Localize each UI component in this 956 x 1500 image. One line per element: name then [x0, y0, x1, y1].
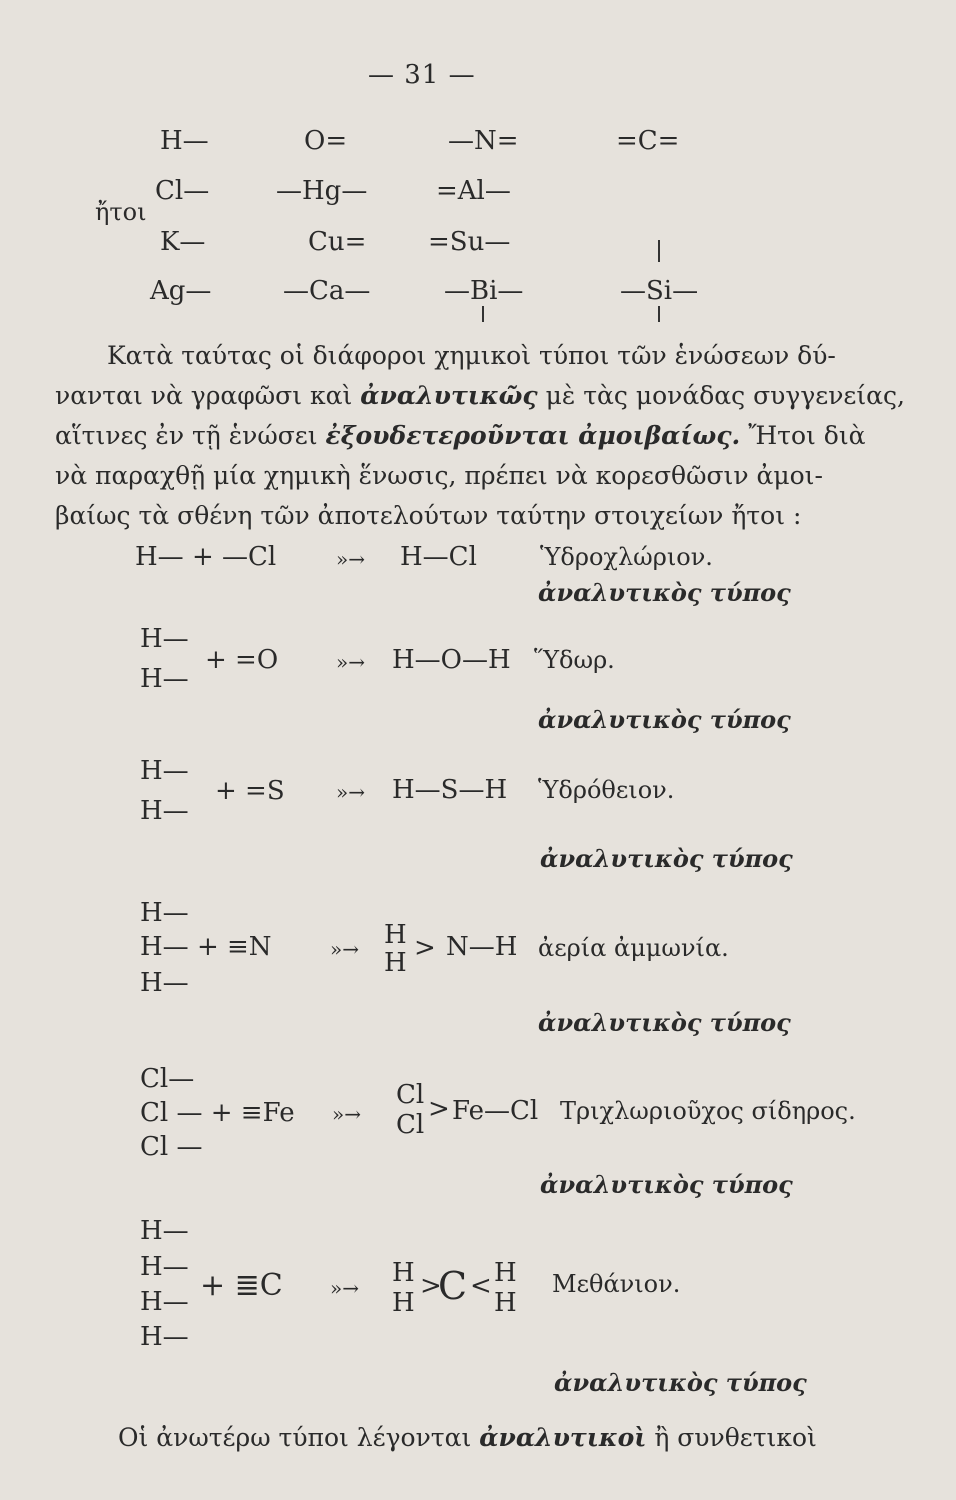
valence-n: —N= [448, 126, 519, 156]
valence-o: O= [304, 126, 348, 156]
paragraph [55, 336, 905, 536]
product-h-right-top: H [494, 1258, 517, 1288]
product-h-top: H [384, 920, 407, 950]
valence-bi: —Bi— [444, 276, 524, 306]
reactant-cl-plus-fe: Cl — + ≡Fe [140, 1098, 295, 1128]
reactant-h2: H— [140, 1252, 189, 1282]
paragraph-line-4: νὰ παραχθῇ μία χημικὴ ἕνωσις, πρέπει νὰ κορεσθῶσιν ἀμοι- [55, 461, 823, 490]
paragraph-line-2: νανται νὰ γραφῶσι καὶ ἀναλυτικῶς μὲ τὰς μονάδας συγγενείας, [55, 381, 905, 410]
emphasis-analytikos: ἀναλυτικῶς [360, 381, 538, 410]
analytic-label: ἀναλυτικὸς τύπος [538, 705, 791, 734]
reactant-cl3: Cl — [140, 1132, 203, 1162]
emphasis-exoudeterountai: ἐξουδετεροῦνται ἀμοιβαίως. [325, 421, 741, 450]
reactant-h3: H— [140, 968, 189, 998]
product: C [438, 1264, 468, 1308]
analytic-label: ἀναλυτικὸς τύπος [538, 1008, 791, 1037]
valence-al: =Al— [436, 176, 511, 206]
product-bracket: > [428, 1094, 450, 1124]
reactant-plus-c: + ≣C [200, 1268, 283, 1303]
arrow: »→ [330, 1276, 359, 1300]
reactant-h1: H— [140, 1216, 189, 1246]
arrow: »→ [330, 937, 359, 961]
product-h-bottom: H [384, 948, 407, 978]
arrow: »→ [336, 547, 365, 571]
product: N—H [446, 932, 518, 962]
product-h-left-top: H [392, 1258, 415, 1288]
page-number: — 31 — [368, 60, 476, 90]
valence-hg: —Hg— [276, 176, 368, 206]
paragraph-line-3: αἵτινες ἐν τῇ ἑνώσει ἐξουδετεροῦνται ἀμοιβαίως. Ἤτοι διὰ [55, 421, 866, 450]
emphasis-analytikoi: ἀναλυτικοὶ [479, 1423, 647, 1452]
arrow: »→ [332, 1102, 361, 1126]
reactant-h3: H— [140, 1287, 189, 1317]
product-lt: < [470, 1271, 492, 1301]
valence-h: H— [160, 126, 209, 156]
arrow: »→ [336, 780, 365, 804]
product-bracket: > [414, 933, 436, 963]
reactant-plus-o: + =O [205, 645, 279, 675]
reactant-h2: H— [140, 796, 189, 826]
reactant-h-plus-n: H— + ≡N [140, 932, 272, 962]
compound-name: Ὕδωρ. [534, 646, 615, 674]
product-h-right-bottom: H [494, 1288, 517, 1318]
analytic-label: ἀναλυτικὸς τύπος [538, 578, 791, 607]
valence-ag: Ag— [150, 276, 212, 306]
reactant-h1: H— [140, 898, 189, 928]
product: H—Cl [400, 542, 477, 572]
reactant-h4: H— [140, 1322, 189, 1352]
compound-name: ἀερία ἀμμωνία. [538, 934, 729, 962]
valence-ca: —Ca— [283, 276, 371, 306]
analytic-label: ἀναλυτικὸς τύπος [540, 844, 793, 873]
paragraph-line-1: Κατὰ ταύτας οἱ διάφοροι χημικοὶ τύποι τῶν ἑνώσεων δύ- [107, 341, 836, 370]
product-gt: > [420, 1271, 442, 1301]
si-bond-top [658, 240, 660, 262]
reactant-h2: H— [140, 664, 189, 694]
arrow: »→ [336, 650, 365, 674]
compound-name: Τριχλωριοῦχος σίδηρος. [560, 1097, 856, 1125]
bi-bond-line [482, 306, 484, 322]
reactant-cl1: Cl— [140, 1064, 195, 1094]
compound-name: Ὑδρόθειον. [538, 776, 675, 804]
valence-k: K— [160, 227, 206, 257]
product: H—O—H [392, 645, 511, 675]
valence-cl: Cl— [155, 176, 210, 206]
reactant-h1: H— [140, 624, 189, 654]
valence-si: —Si— [620, 276, 699, 306]
product: H—S—H [392, 775, 508, 805]
valence-su: =Su— [428, 227, 511, 257]
final-line: Οἱ ἀνωτέρω τύποι λέγονται ἀναλυτικοὶ ἢ συνθετικοὶ [118, 1423, 817, 1452]
valence-c: =C= [616, 126, 680, 156]
product-cl-bottom: Cl [396, 1110, 425, 1140]
product-h-left-bottom: H [392, 1288, 415, 1318]
analytic-label: ἀναλυτικὸς τύπος [540, 1170, 793, 1199]
reactants: H— + —Cl [135, 542, 277, 572]
product-cl-top: Cl [396, 1080, 425, 1110]
compound-name: Ὑδροχλώριον. [540, 543, 713, 571]
product: Fe—Cl [452, 1096, 539, 1126]
reactant-h1: H— [140, 756, 189, 786]
analytic-label: ἀναλυτικὸς τύπος [554, 1368, 807, 1397]
si-bond-bottom [658, 306, 660, 322]
paragraph-line-5: βαίως τὰ σθένη τῶν ἀποτελούτων ταύτην στοιχείων ἤτοι : [55, 501, 802, 530]
compound-name: Μεθάνιον. [552, 1270, 681, 1298]
hitoi-label: ἤτοι [95, 198, 147, 226]
valence-cu: Cu= [308, 227, 367, 257]
reactant-plus-s: + =S [215, 776, 285, 806]
